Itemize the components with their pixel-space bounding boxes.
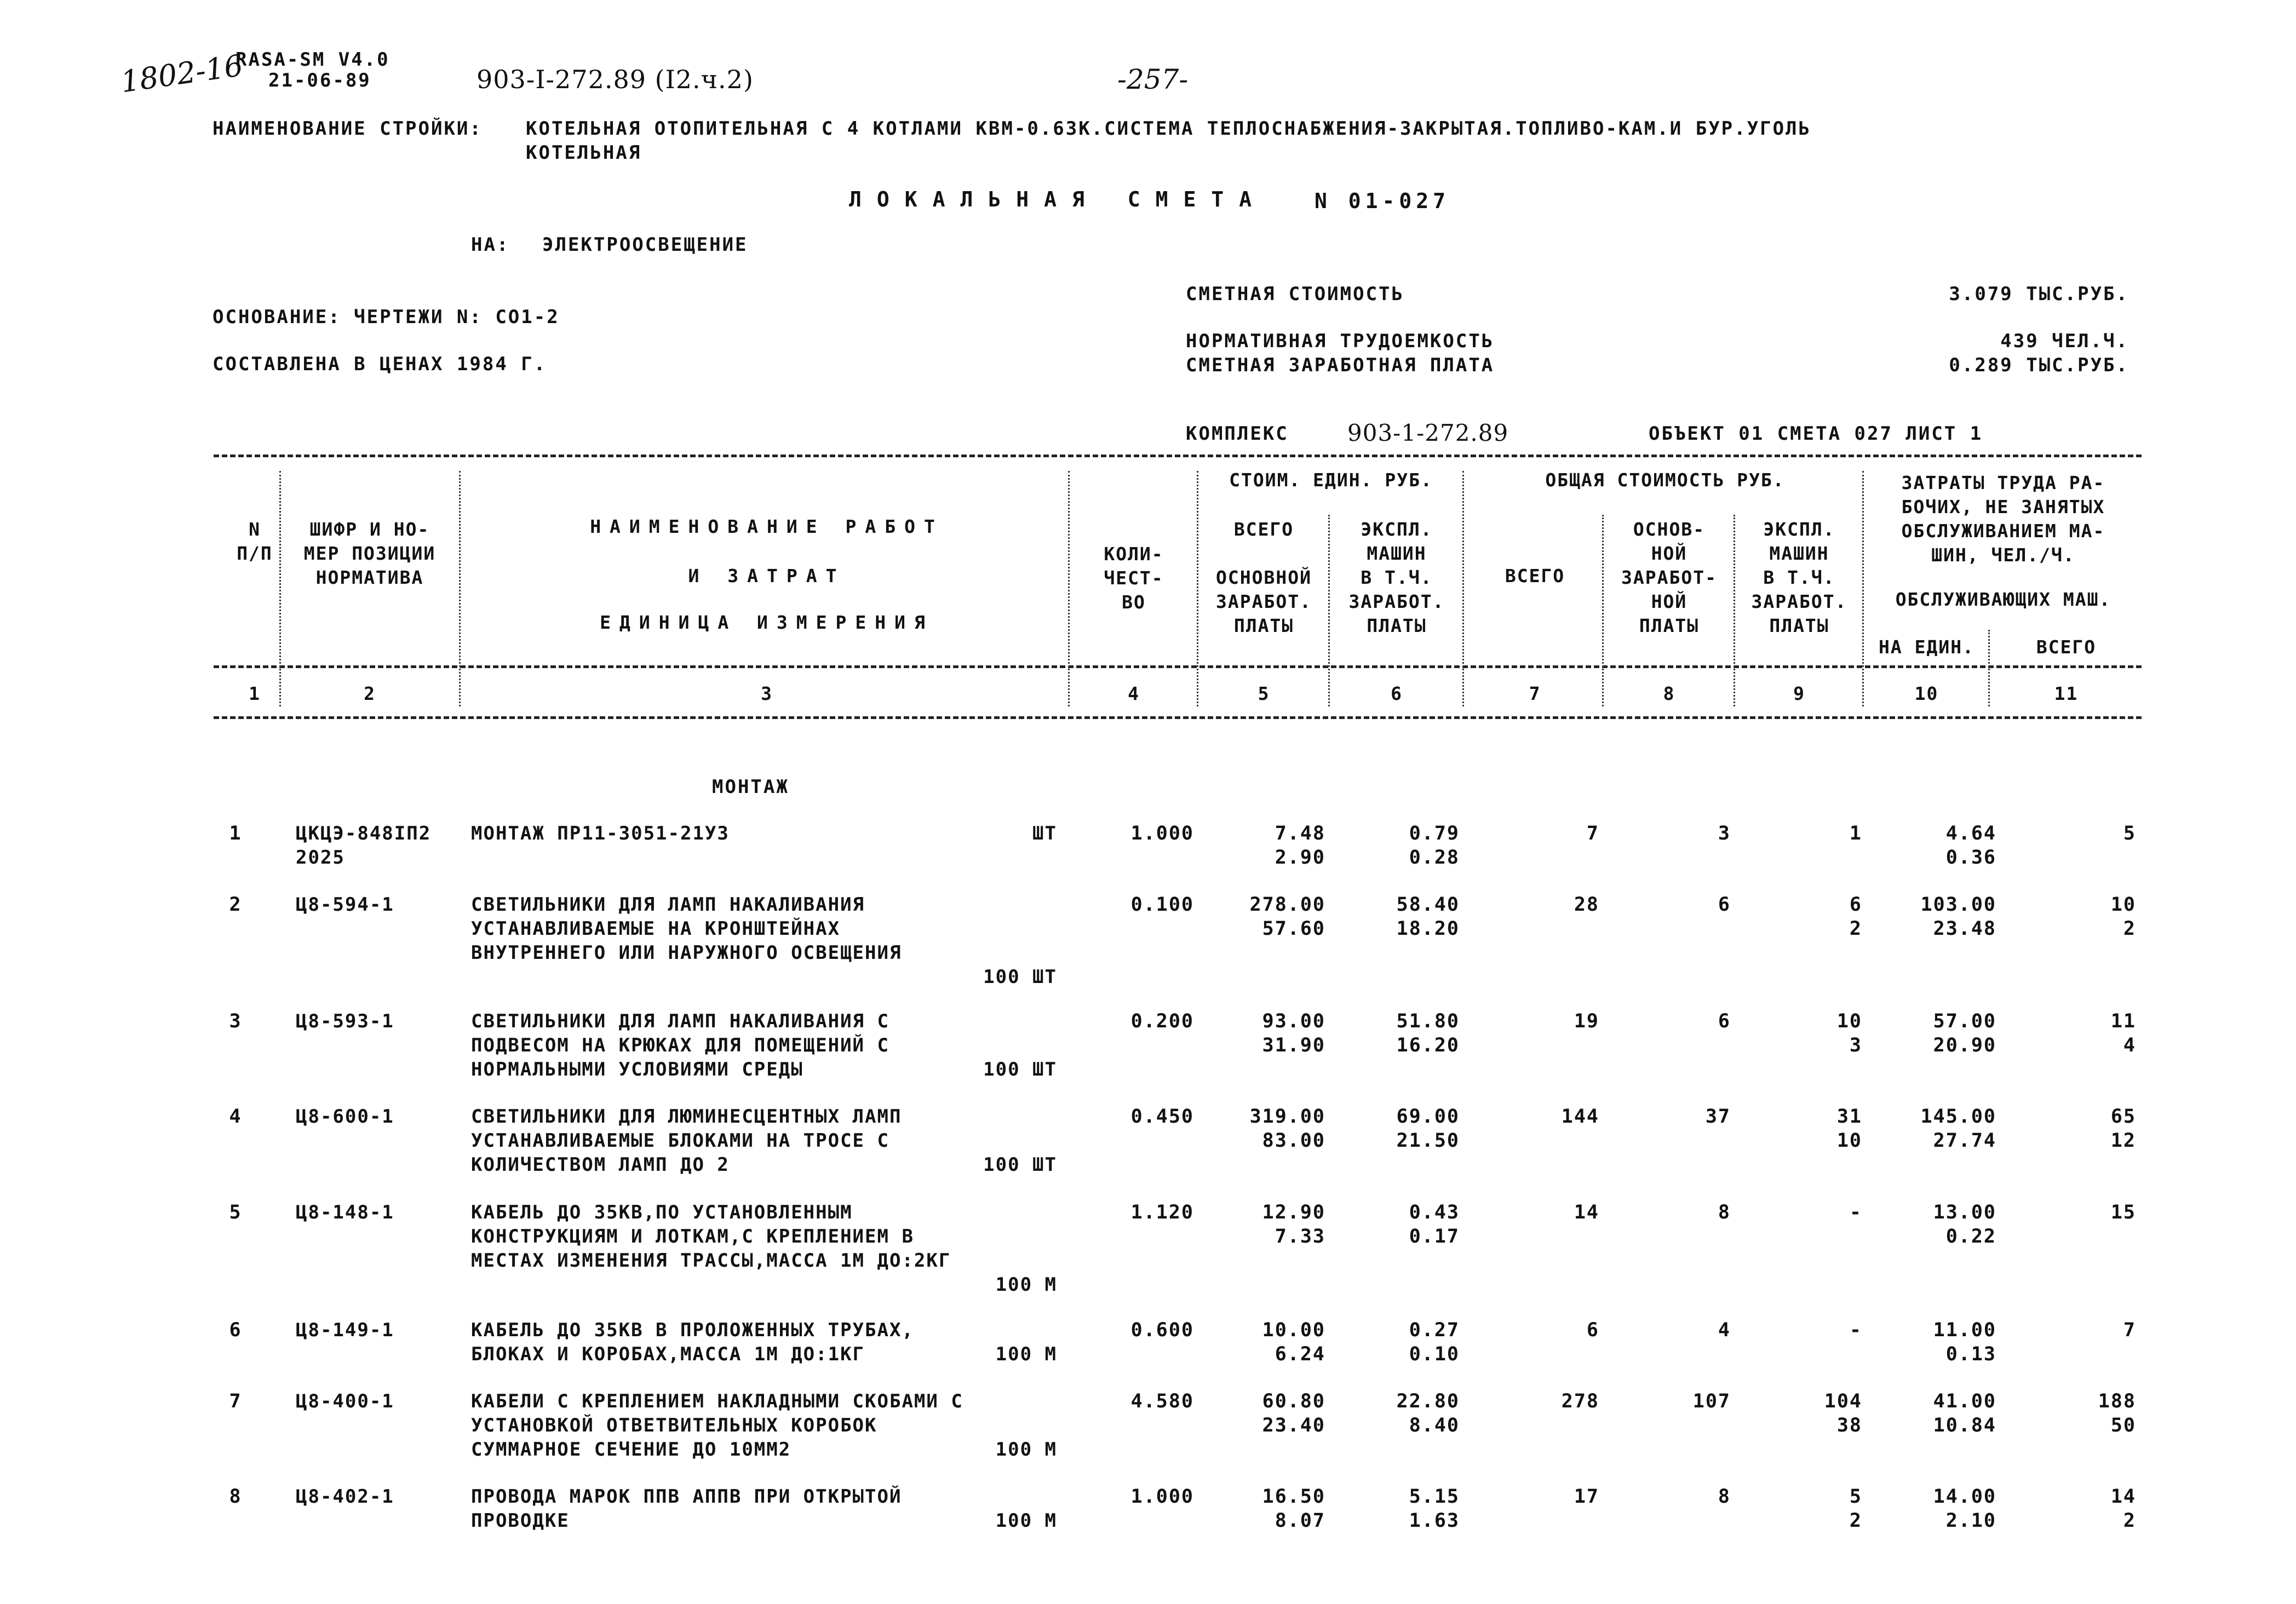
col6-header: ЭКСПЛ. МАШИН В Т.Ч. ЗАРАБОТ. ПЛАТЫ [1348,519,1445,636]
construction-label: НАИМЕНОВАНИЕ СТРОЙКИ: [213,118,483,140]
colnum-6: 6 [1391,683,1403,704]
row-labor-total: 7 [2123,1319,2136,1341]
row-labor-total: 10 2 [2110,894,2136,940]
row-total: 6 [1586,1319,1599,1341]
row-unit: 100 М [995,1439,1057,1461]
row-name: ПРОВОДА МАРОК ППВ АППВ ПРИ ОТКРЫТОЙ ПРОВОДКЕ [471,1486,902,1532]
row-number: 3 [229,1010,242,1032]
col1-header: N П/П [237,519,273,564]
row-machines-total: 31 10 [1836,1106,1862,1152]
colnum-8: 8 [1663,683,1675,704]
cost-value: 3.079 ТЫС.РУБ. [1949,283,2129,305]
row-labor-unit: 145.00 27.74 [1920,1106,1996,1152]
col8-header: ОСНОВ- НОЙ ЗАРАБОТ- НОЙ ПЛАТЫ [1621,519,1717,636]
prices-year: СОСТАВЛЕНА В ЦЕНАХ 1984 Г. [213,353,547,375]
table-top-rule [214,455,2142,457]
row-base-wage: 6 [1718,894,1731,916]
estimate-on-value: ЭЛЕКТРООСВЕЩЕНИЕ [542,234,748,256]
sep [1862,471,1864,706]
row-name: СВЕТИЛЬНИКИ ДЛЯ ЛАМП НАКАЛИВАНИЯ С ПОДВЕСОМ НА КРЮКАХ ДЛЯ ПОМЕЩЕНИЙ С НОРМАЛЬНЫМИ УСЛОВИЯМИ СРЕДЫ [471,1010,889,1080]
col4-header: КОЛИ- ЧЕСТ- ВО [1104,543,1164,613]
row-name: КАБЕЛЬ ДО 35КВ,ПО УСТАНОВЛЕННЫМ КОНСТРУКЦИЯМ И ЛОТКАМ,С КРЕПЛЕНИЕМ В МЕСТАХ ИЗМЕНЕНИЯ ТРАССЫ,МАССА 1М ДО:2КГ [471,1201,951,1272]
program-date: 21-06-89 [268,70,371,91]
row-unit: 100 ШТ [983,1059,1057,1080]
col3-header-2: И ЗАТРАТ [688,565,846,587]
estimate-on-label: НА: [471,234,510,256]
col7-header: ВСЕГО [1505,565,1565,587]
row-unit-total: 10.00 6.24 [1262,1319,1325,1365]
row-unit-machines: 69.00 21.50 [1396,1106,1460,1152]
row-unit-total: 16.50 8.07 [1262,1486,1325,1532]
row-number: 7 [229,1390,242,1412]
col9-header: ЭКСПЛ. МАШИН В Т.Ч. ЗАРАБОТ. ПЛАТЫ [1751,519,1847,636]
row-labor-total: 11 4 [2110,1010,2136,1056]
row-total: 278 [1561,1390,1599,1412]
wage-value: 0.289 ТЫС.РУБ. [1949,354,2129,376]
construction-line-1: КОТЕЛЬНАЯ ОТОПИТЕЛЬНАЯ С 4 КОТЛАМИ КВМ-0.63К.СИСТЕМА ТЕПЛОСНАБЖЕНИЯ-ЗАКРЫТАЯ.ТОПЛИВО-КАМ.И БУР.УГОЛЬ [526,118,1811,140]
complex-value: 903-1-272.89 [1347,419,1509,446]
sep [1988,630,1990,706]
col3-header-1: НАИМЕНОВАНИЕ РАБОТ [590,516,944,537]
row-machines-total: 104 38 [1824,1390,1862,1436]
row-labor-unit: 13.00 0.22 [1933,1201,1996,1247]
row-code: Ц8-593-1 [296,1010,394,1032]
row-labor-total: 188 50 [2098,1390,2136,1436]
row-base-wage: 6 [1718,1010,1731,1032]
table-numbers-rule [214,716,2142,719]
sep [1068,471,1070,706]
row-code: Ц8-594-1 [296,894,394,916]
total-cost-header: ОБЩАЯ СТОИМОСТЬ РУБ. [1545,469,1785,491]
row-machines-total: 6 2 [1849,894,1862,940]
row-unit-machines: 0.27 0.10 [1409,1319,1460,1365]
sep [1328,515,1330,706]
row-labor-unit: 57.00 20.90 [1933,1010,1996,1056]
row-total: 14 [1574,1201,1599,1223]
row-base-wage: 4 [1718,1319,1731,1341]
row-number: 6 [229,1319,242,1341]
col10-header: НА ЕДИН. [1879,636,1974,658]
colnum-4: 4 [1128,683,1140,704]
col5-header: ВСЕГО ОСНОВНОЙ ЗАРАБОТ. ПЛАТЫ [1216,519,1312,636]
sep [1734,515,1735,706]
row-unit-total: 278.00 57.60 [1249,894,1325,940]
row-name: МОНТАЖ ПР11-3051-21У3 [471,823,730,844]
row-unit-machines: 58.40 18.20 [1396,894,1460,940]
row-labor-unit: 103.00 23.48 [1920,894,1996,940]
labor-label: НОРМАТИВНАЯ ТРУДОЕМКОСТЬ [1186,330,1495,352]
labor-sub-header: ОБСЛУЖИВАЮЩИХ МАШ. [1895,589,2111,610]
row-total: 7 [1586,823,1599,844]
row-quantity: 0.450 [1130,1106,1194,1128]
row-unit-machines: 0.43 0.17 [1409,1201,1460,1247]
row-quantity: 0.100 [1130,894,1194,916]
row-code: ЦКЦЭ-848IП2 2025 [296,823,432,869]
row-unit: 100 М [995,1274,1057,1296]
basis: ОСНОВАНИЕ: ЧЕРТЕЖИ N: СО1-2 [213,306,560,328]
row-total: 19 [1574,1010,1599,1032]
col11-header: ВСЕГО [2036,636,2097,658]
row-unit: 100 М [995,1510,1057,1532]
row-labor-total: 15 [2110,1201,2136,1223]
colnum-10: 10 [1914,683,1939,704]
row-quantity: 0.200 [1130,1010,1194,1032]
row-unit-machines: 22.80 8.40 [1396,1390,1460,1436]
row-name: КАБЕЛИ С КРЕПЛЕНИЕМ НАКЛАДНЫМИ СКОБАМИ С УСТАНОВКОЙ ОТВЕТВИТЕЛЬНЫХ КОРОБОК СУММАРНОЕ СЕЧЕНИЕ ДО 10ММ2 [471,1390,963,1461]
row-name: СВЕТИЛЬНИКИ ДЛЯ ЛАМП НАКАЛИВАНИЯ УСТАНАВЛИВАЕМЫЕ НА КРОНШТЕЙНАХ ВНУТРЕННЕГО ИЛИ НАРУЖНОГО ОСВЕЩЕНИЯ [471,894,902,964]
row-number: 2 [229,894,242,916]
row-labor-total: 14 2 [2110,1486,2136,1532]
row-quantity: 1.000 [1130,1486,1194,1508]
object-sheet: ОБЪЕКТ 01 СМЕТА 027 ЛИСТ 1 [1649,423,1983,445]
estimate-title: ЛОКАЛЬНАЯ СМЕТА [849,187,1267,211]
colnum-5: 5 [1258,683,1270,704]
sep [1602,515,1604,706]
row-quantity: 0.600 [1130,1319,1194,1341]
row-labor-unit: 41.00 10.84 [1933,1390,1996,1436]
sep [1462,471,1464,706]
row-unit-total: 12.90 7.33 [1262,1201,1325,1247]
row-unit: 100 М [995,1343,1057,1365]
row-base-wage: 3 [1718,823,1731,844]
row-unit-machines: 0.79 0.28 [1409,823,1460,869]
row-code: Ц8-400-1 [296,1390,394,1412]
row-labor-unit: 11.00 0.13 [1933,1319,1996,1365]
col3-header-3: ЕДИНИЦА ИЗМЕРЕНИЯ [600,612,934,633]
row-code: Ц8-600-1 [296,1106,394,1128]
labor-header: ЗАТРАТЫ ТРУДА РА- БОЧИХ, НЕ ЗАНЯТЫХ ОБСЛУЖИВАНИЕМ МА- ШИН, ЧЕЛ./Ч. [1901,472,2105,566]
colnum-7: 7 [1529,683,1541,704]
row-number: 8 [229,1486,242,1508]
project-code: 903-I-272.89 (I2.ч.2) [477,65,754,94]
colnum-9: 9 [1793,683,1805,704]
colnum-3: 3 [761,683,773,704]
row-unit-total: 7.48 2.90 [1275,823,1325,869]
colnum-2: 2 [364,683,376,704]
row-base-wage: 8 [1718,1486,1731,1508]
row-base-wage: 8 [1718,1201,1731,1223]
row-machines-total: 1 [1849,823,1862,844]
col2-header: ШИФР И НО- МЕР ПОЗИЦИИ НОРМАТИВА [303,519,436,588]
row-number: 1 [229,823,242,844]
row-base-wage: 107 [1692,1390,1731,1412]
wage-label: СМЕТНАЯ ЗАРАБОТНАЯ ПЛАТА [1186,354,1495,376]
row-total: 144 [1561,1106,1599,1128]
table-header-rule [214,665,2142,668]
row-base-wage: 37 [1705,1106,1731,1128]
estimate-number: N 01-027 [1315,189,1450,213]
construction-line-2: КОТЕЛЬНАЯ [526,142,642,164]
row-unit: ШТ [1032,823,1057,844]
row-labor-total: 65 12 [2110,1106,2136,1152]
row-labor-unit: 4.64 0.36 [1945,823,1996,869]
row-unit: 100 ШТ [983,966,1057,988]
row-number: 4 [229,1106,242,1128]
row-number: 5 [229,1201,242,1223]
row-unit: 100 ШТ [983,1154,1057,1176]
row-unit-total: 60.80 23.40 [1262,1390,1325,1436]
row-code: Ц8-148-1 [296,1201,394,1223]
row-quantity: 1.000 [1130,823,1194,844]
row-machines-total: - [1849,1201,1862,1223]
page-number: -257- [1117,64,1189,95]
row-quantity: 1.120 [1130,1201,1194,1223]
row-code: Ц8-149-1 [296,1319,394,1341]
row-unit-total: 93.00 31.90 [1262,1010,1325,1056]
sep [459,471,461,706]
row-total: 28 [1574,894,1599,916]
complex-label: КОМПЛЕКС [1186,423,1289,445]
unit-cost-header: СТОИМ. ЕДИН. РУБ. [1229,469,1433,491]
row-unit-machines: 51.80 16.20 [1396,1010,1460,1056]
colnum-1: 1 [249,683,261,704]
labor-value: 439 ЧЕЛ.Ч. [2000,330,2129,352]
row-unit-machines: 5.15 1.63 [1409,1486,1460,1532]
colnum-11: 11 [2054,683,2079,704]
section-title: МОНТАЖ [712,776,789,798]
row-unit-total: 319.00 83.00 [1249,1106,1325,1152]
row-labor-total: 5 [2123,823,2136,844]
row-machines-total: 5 2 [1849,1486,1862,1532]
row-name: СВЕТИЛЬНИКИ ДЛЯ ЛЮМИНЕСЦЕНТНЫХ ЛАМП УСТАНАВЛИВАЕМЫЕ БЛОКАМИ НА ТРОСЕ С КОЛИЧЕСТВОМ ЛАМП ДО 2 [471,1106,902,1176]
row-quantity: 4.580 [1130,1390,1194,1412]
row-code: Ц8-402-1 [296,1486,394,1508]
cost-label: СМЕТНАЯ СТОИМОСТЬ [1186,283,1404,305]
sep [1197,471,1198,706]
row-labor-unit: 14.00 2.10 [1933,1486,1996,1532]
row-machines-total: - [1849,1319,1862,1341]
handwritten-code: 1802-16 [118,48,245,100]
program-name: RASA-SM V4.0 [236,49,390,71]
row-machines-total: 10 3 [1836,1010,1862,1056]
row-name: КАБЕЛЬ ДО 35КВ В ПРОЛОЖЕННЫХ ТРУБАХ, БЛОКАХ И КОРОБАХ,МАССА 1М ДО:1КГ [471,1319,914,1365]
row-total: 17 [1574,1486,1599,1508]
